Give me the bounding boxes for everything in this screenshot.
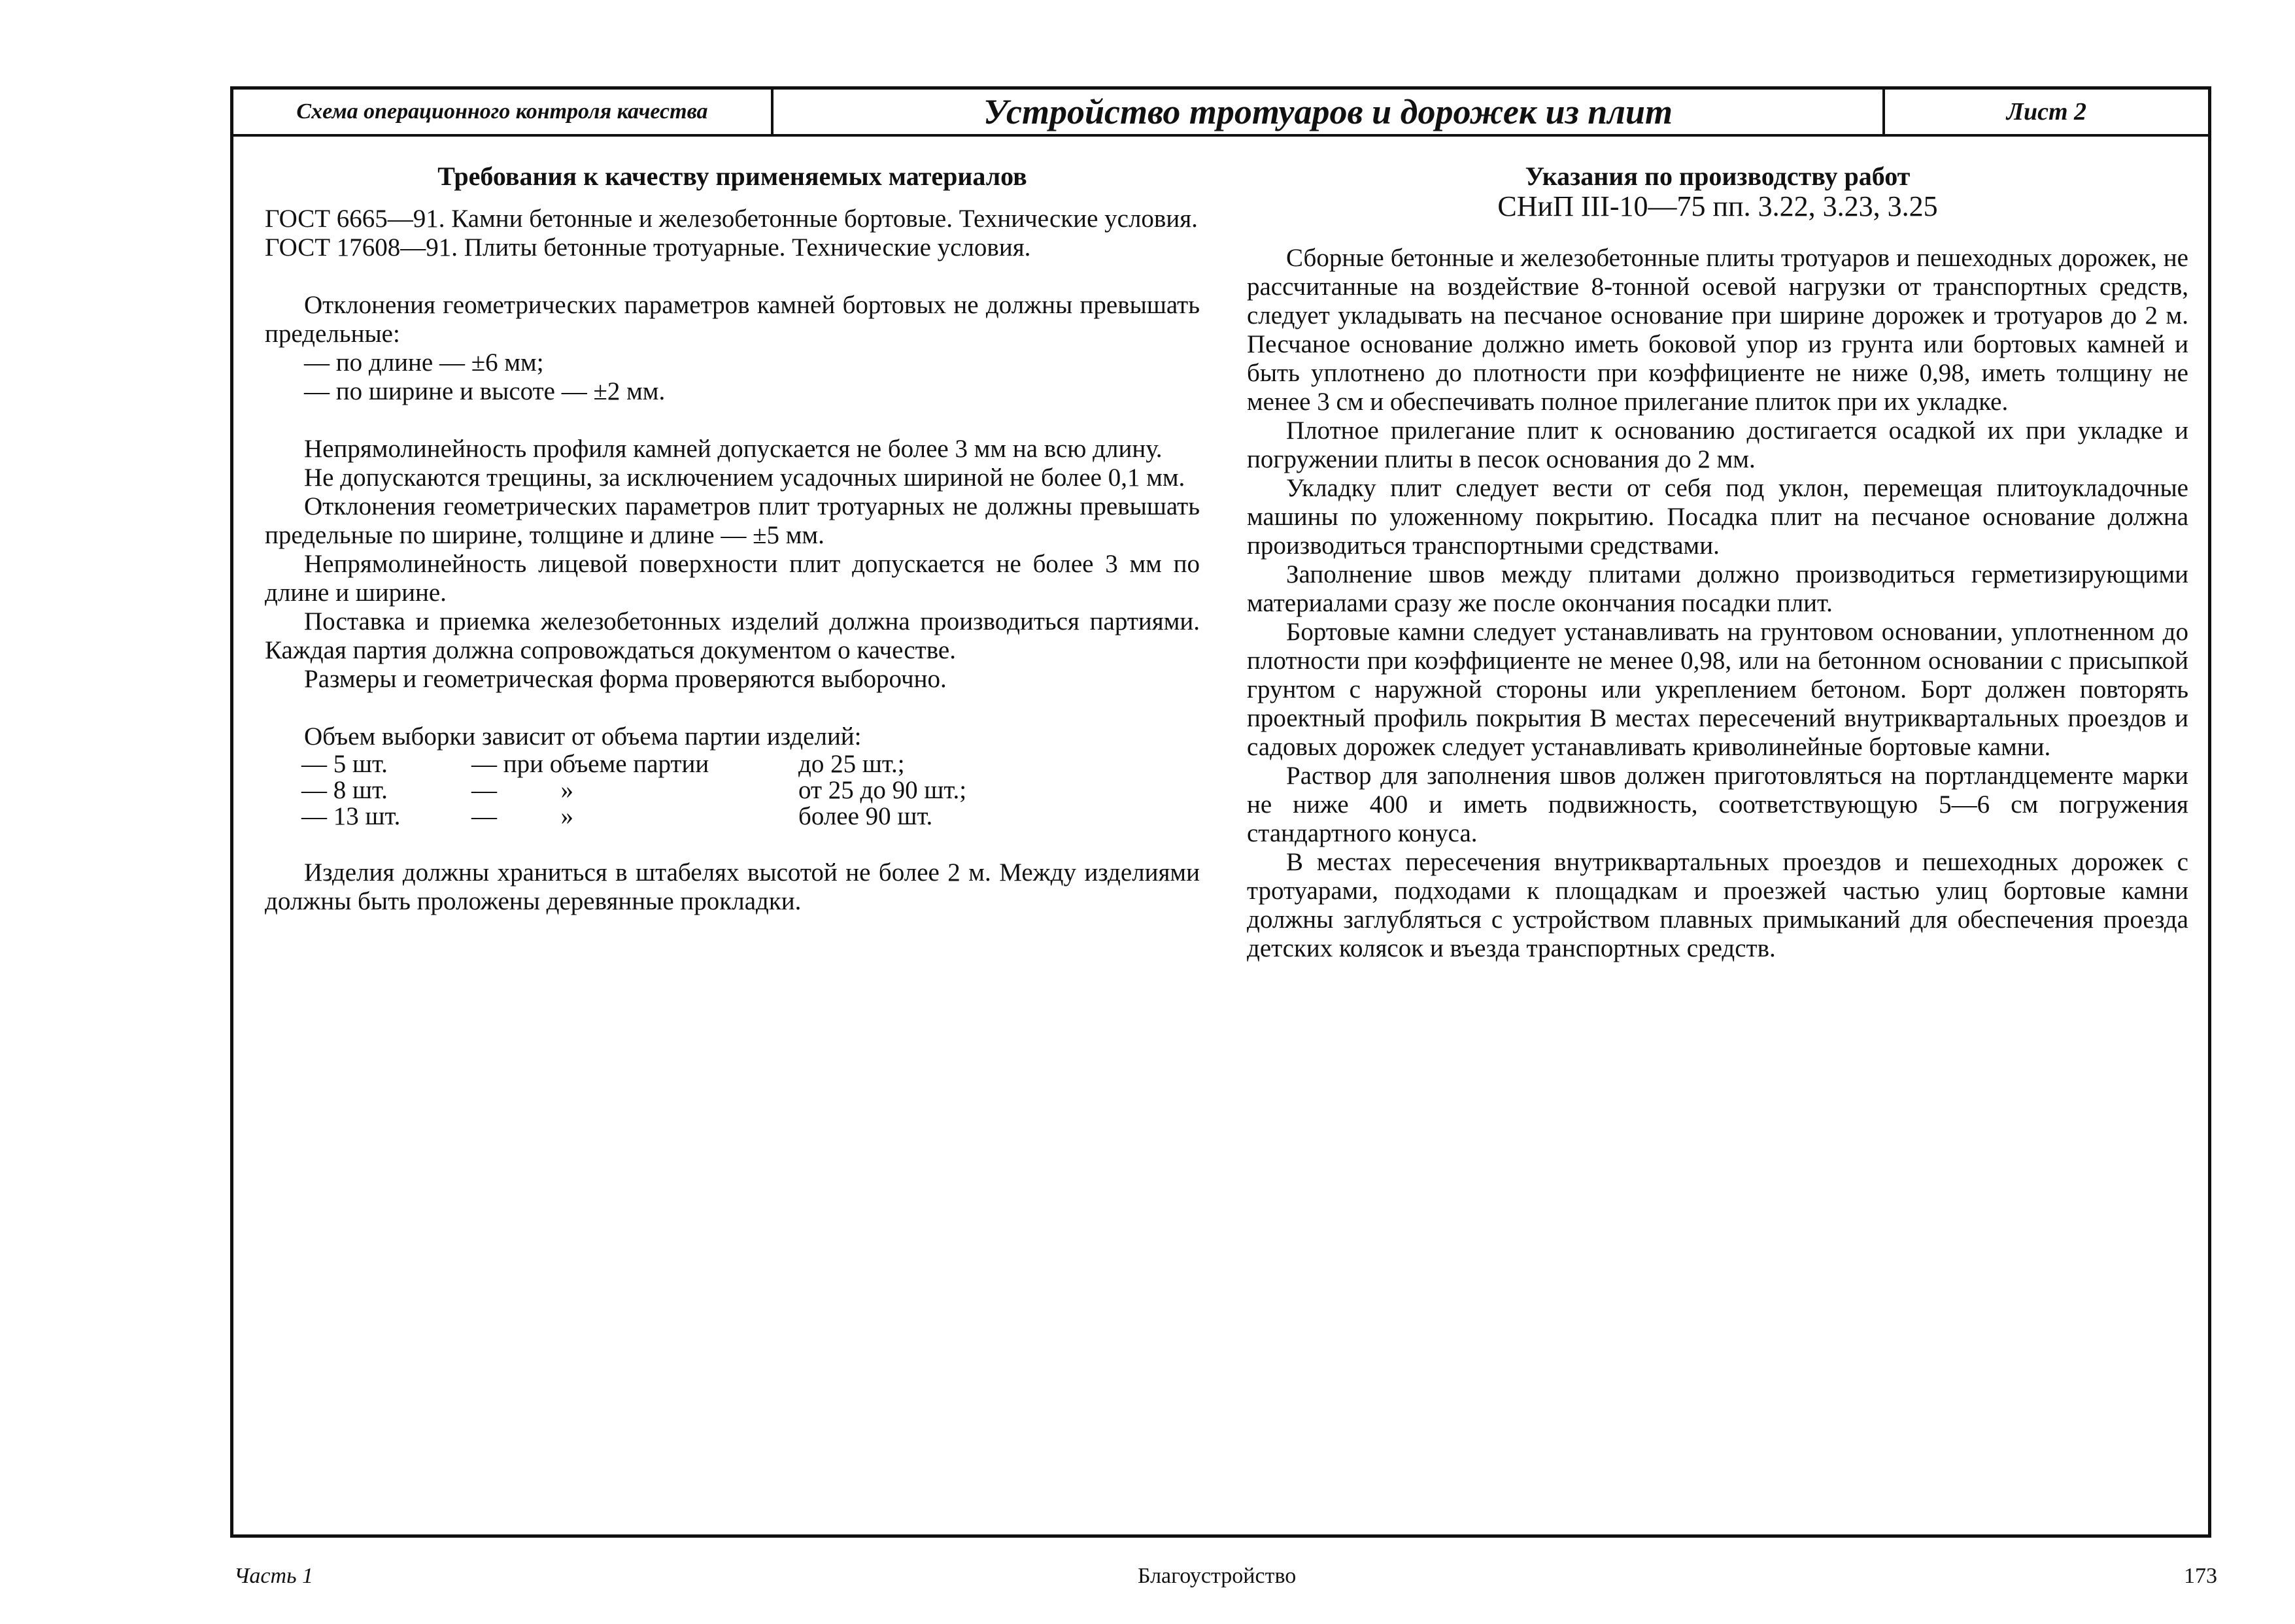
gost-6665: ГОСТ 6665—91. Камни бетонные и железобетонные бортовые. Технические условия. bbox=[265, 205, 1198, 233]
sample-condition: — » bbox=[471, 802, 573, 830]
straightness-slabs: Непрямолинейность лицевой поверхности плит допускается не более 3 мм по длине и ширине. bbox=[265, 550, 1200, 607]
straightness-curb: Непрямолинейность профиля камней допускается не более 3 мм на всю длину. bbox=[304, 435, 1163, 463]
works-paragraph: Укладку плит следует вести от себя под уклон, перемещая плитоукладочные машины по уложенному покрытию. Посадка плит на песчаное основание должна производиться транспортными средствами. bbox=[1247, 474, 2188, 560]
works-column bbox=[1247, 161, 2188, 963]
materials-column bbox=[265, 161, 1200, 916]
table-row bbox=[301, 777, 966, 804]
sample-range: до 25 шт.; bbox=[798, 750, 905, 778]
deviation-intro: Отклонения геометрических параметров камней бортовых не должны превышать предельные: bbox=[265, 291, 1200, 348]
table-row bbox=[301, 804, 966, 830]
footer-part: Часть 1 bbox=[234, 1564, 314, 1588]
page-frame bbox=[230, 86, 2211, 1538]
works-paragraph: Заполнение швов между плитами должно производиться герметизирующими материалами сразу же после окончания посадки плит. bbox=[1247, 560, 2188, 617]
deviation-width-height: — по ширине и высоте — ±2 мм. bbox=[304, 377, 666, 405]
sample-range: от 25 до 90 шт.; bbox=[798, 776, 967, 804]
page-number: 173 bbox=[2184, 1564, 2217, 1588]
sample-qty: — 8 шт. bbox=[301, 776, 388, 804]
header-row bbox=[233, 90, 2208, 137]
header-scheme-label: Схема операционного контроля качества bbox=[233, 90, 774, 134]
gost-17608: ГОСТ 17608—91. Плиты бетонные тротуарные. Технические условия. bbox=[265, 233, 1031, 262]
table-row bbox=[301, 751, 966, 777]
deviation-slabs: Отклонения геометрических параметров плит тротуарных не должны превышать предельные по ширине, толщине и длине — ±5 мм. bbox=[265, 492, 1200, 549]
works-paragraph: Плотное прилегание плит к основанию достигается осадкой их при укладке и погружении плиты в песок основания до 2 мм. bbox=[1247, 416, 2188, 473]
works-paragraph: В местах пересечения внутриквартальных проездов и пешеходных дорожек с тротуарами, подходами к площадкам и проезжей частью улиц бортовые камни должны заглубляться с устройством плавных примыканий для обеспечения проезда детских колясок и въезда транспортных средств. bbox=[1247, 848, 2188, 962]
sample-qty: — 5 шт. bbox=[301, 750, 388, 778]
works-title: Указания по производству работ bbox=[1525, 161, 1911, 191]
sample-condition: — при объеме партии bbox=[471, 750, 709, 778]
footer-section: Благоустройство bbox=[1138, 1564, 1297, 1588]
materials-title: Требования к качеству применяемых материалов bbox=[437, 161, 1027, 191]
delivery-rule: Поставка и приемка железобетонных изделий должна производиться партиями. Каждая партия должна сопровождаться документом о качестве. bbox=[265, 607, 1200, 664]
cracks-rule: Не допускаются трещины, за исключением усадочных шириной не более 0,1 мм. bbox=[304, 464, 1185, 492]
works-subtitle: СНиП III-10—75 пп. 3.22, 3.23, 3.25 bbox=[1497, 190, 1938, 222]
sample-qty: — 13 шт. bbox=[301, 802, 401, 830]
works-paragraph: Раствор для заполнения швов должен приготовляться на портландцементе марки не ниже 400 и иметь подвижность, соответствующую 5—6 см погружения стандартного конуса. bbox=[1247, 762, 2188, 847]
selective-check: Размеры и геометрическая форма проверяются выборочно. bbox=[304, 665, 947, 693]
works-paragraph: Бортовые камни следует устанавливать на грунтовом основании, уплотненном до плотности при коэффициенте не менее 0,98, или на бетонном основании с присыпкой грунтом с наружной стороны или укреплением бетоном. Борт должен повторять проектный профиль покрытия В местах пересечений внутриквартальных проездов и садовых дорожек следует устанавливать криволинейные бортовые камни. bbox=[1247, 618, 2188, 761]
sample-range: более 90 шт. bbox=[798, 802, 933, 830]
works-paragraph: Сборные бетонные и железобетонные плиты тротуаров и пешеходных дорожек, не рассчитанные на воздействие 8-тонной осевой нагрузки от транспортных средств, следует укладывать на песчаное основание при ширине дорожек и тротуаров до 2 м. Песчаное основание должно иметь боковой упор из грунта или бортовых камней и быть уплотнено до плотности при коэффициенте не ниже 0,98, иметь толщину не менее 3 см и обеспечивать полное прилегание плиток при их укладке. bbox=[1247, 244, 2188, 416]
deviation-length: — по длине — ±6 мм; bbox=[304, 348, 544, 377]
storage-rule: Изделия должны храниться в штабелях высотой не более 2 м. Между изделиями должны быть проложены деревянные прокладки. bbox=[265, 858, 1200, 915]
sample-condition: — » bbox=[471, 776, 573, 804]
header-title: Устройство тротуаров и дорожек из плит bbox=[774, 90, 1885, 134]
sample-intro: Объем выборки зависит от объема партии изделий: bbox=[304, 722, 862, 751]
header-sheet-number: Лист 2 bbox=[2006, 98, 2087, 126]
sample-table bbox=[301, 751, 966, 830]
